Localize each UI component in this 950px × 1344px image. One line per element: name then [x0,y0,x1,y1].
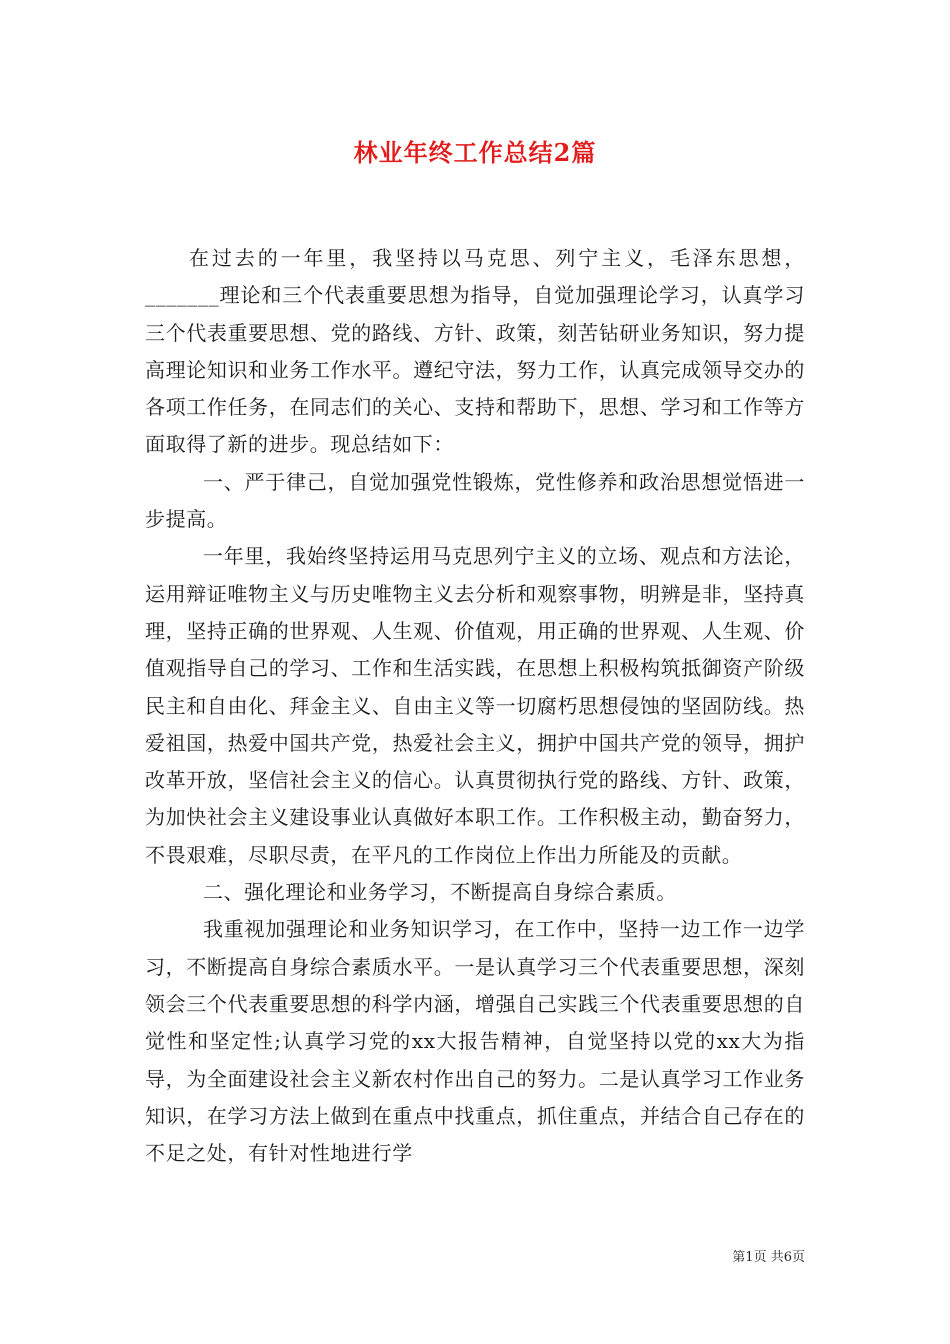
page-prefix: 第 [732,1250,746,1265]
paragraph-section-1: 一年里，我始终坚持运用马克思列宁主义的立场、观点和方法论，运用辩证唯物主义与历史唯物主义去分析和观察事物，明辨是非，坚持真理，坚持正确的世界观、人生观、价值观，用正确的世界观、人生观、价值观指导自己的学习、工作和生活实践，在思想上积极构筑抵御资产阶级民主和自由化、拜金主义、自由主义等一切腐朽思想侵蚀的坚固防线。热爱祖国，热爱中国共产党，热爱社会主义，拥护中国共产党的领导，拥护改革开放，坚信社会主义的信心。认真贯彻执行党的路线、方针、政策，为加快社会主义建设事业认真做好本职工作。工作积极主动，勤奋努力，不畏艰难，尽职尽责，在平凡的工作岗位上作出力所能及的贡献。 [145,544,805,867]
paragraph-section-2: 我重视加强理论和业务知识学习，在工作中，坚持一边工作一边学习，不断提高自身综合素质水平。一是认真学习三个代表重要思想，深刻领会三个代表重要思想的科学内涵，增强自己实践三个代表重要思想的自觉性和坚定性;认真学习党的xx大报告精神，自觉坚持以党的xx大为指导，为全面建设社会主义新农村作出自己的努力。二是认真学习工作业务知识，在学习方法上做到在重点中找重点，抓住重点，并结合自己存在的不足之处，有针对性地进行学 [145,917,805,1166]
page-number-footer [700,1246,805,1265]
section-heading-2: 二、强化理论和业务学习，不断提高自身综合素质。 [203,880,677,905]
page-total: 6 [783,1250,792,1265]
page-suffix: 页 [791,1250,805,1265]
paragraph-intro: 在过去的一年里，我坚持以马克思、列宁主义，毛泽东思想，_______理论和三个代表重要思想为指导，自觉加强理论学习，认真学习三个代表重要思想、党的路线、方针、政策，刻苦钻研业务知识，努力提高理论知识和业务工作水平。遵纪守法，努力工作，认真完成领导交办的各项工作任务，在同志们的关心、支持和帮助下，思想、学习和工作等方面取得了新的进步。现总结如下： [145,246,805,457]
section-heading-1: 一、严于律己，自觉加强党性锻炼，党性修养和政治思想觉悟进一步提高。 [145,469,805,532]
page-current: 1 [745,1250,754,1265]
document-title: 林业年终工作总结2篇 [353,138,597,167]
page-middle: 页 共 [753,1250,784,1265]
document-body [145,240,805,1172]
